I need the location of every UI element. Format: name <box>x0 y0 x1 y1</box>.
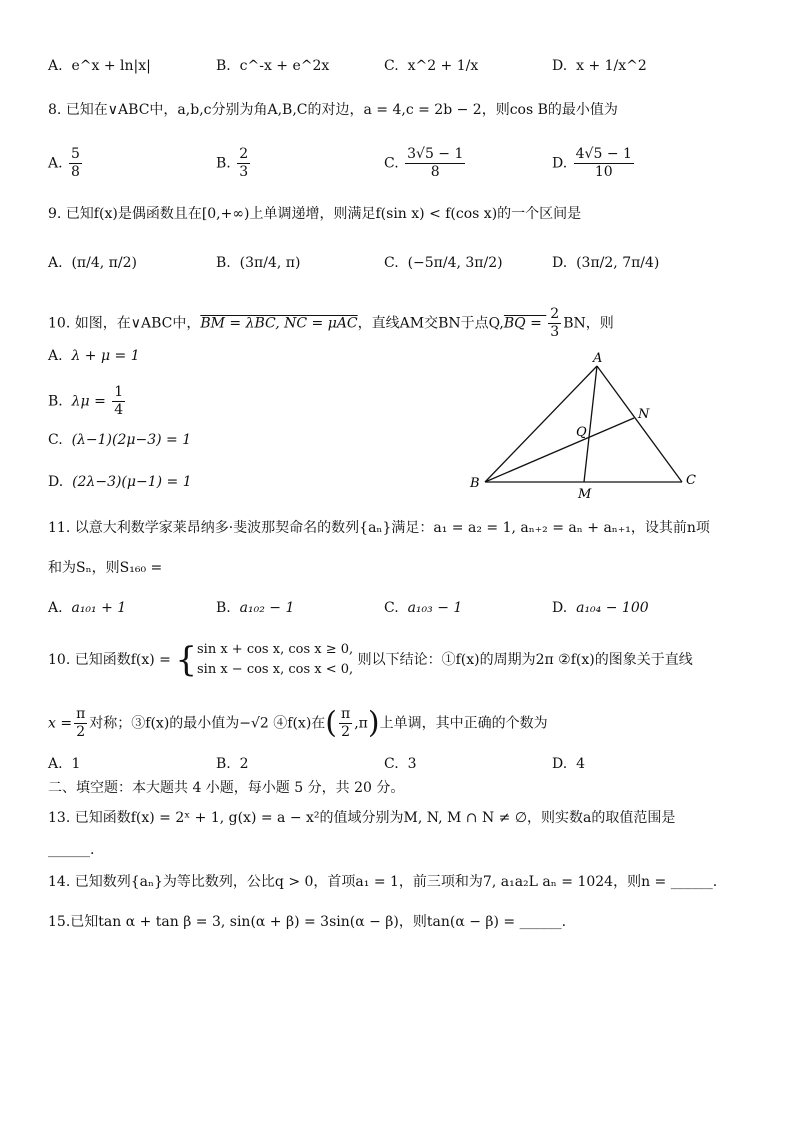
q11-option-d: D. a₁₀₄ − 100 <box>552 600 649 616</box>
q9-option-b: B. (3π/4, π) <box>216 255 301 271</box>
q7-option-c-expr: x^2 + 1/x <box>407 58 479 74</box>
line-bn <box>485 418 634 482</box>
line-am <box>584 366 597 482</box>
q11-option-a: A. a₁₀₁ + 1 <box>48 600 127 616</box>
label-m: M <box>578 487 592 502</box>
q8-stem: 8. 已知在∨ABC中，a,b,c分别为角A,B,C的对边，a = 4,c = 2b − 2，则cos B的最小值为 <box>48 102 618 118</box>
q8-option-a: A. $\frac{5}{8}$ <box>48 146 80 180</box>
q14-stem: 14. 已知数列{aₙ}为等比数列，公比q > 0，首项a₁ = 1，前三项和为7, a₁a₂L aₙ = 1024，则n = ______. <box>48 874 718 890</box>
q12-option-a: A. 1 <box>48 756 81 772</box>
q11-stem-line1: 11. 以意大利数学家莱昂纳多·斐波那契命名的数列{aₙ}满足：a₁ = a₂ = 1, aₙ₊₂ = aₙ + aₙ₊₁，设其前n项 <box>48 520 710 536</box>
q13-stem: 13. 已知函数f(x) = 2ˣ + 1, g(x) = a − x²的值域分别为M, N, M ∩ N ≠ ∅，则实数a的取值范围是 <box>48 810 676 826</box>
q12-stem-line2: x = $\frac{\pi}{2}$ 对称；③f(x)的最小值为−√2 ④f(x)在( $\frac{\pi}{2}$ ,π)上单调，其中正确的个数为 <box>48 705 548 741</box>
q10-option-a: A. λ + μ = 1 <box>48 348 140 364</box>
q7-option-b-expr: c^-x + e^2x <box>239 58 330 74</box>
q9-option-c: C. (−5π/4, 3π/2) <box>384 255 503 271</box>
label-n: N <box>638 407 650 422</box>
label-b: B <box>470 476 480 491</box>
q7-option-d-expr: x + 1/x^2 <box>576 58 647 74</box>
q11-option-c: C. a₁₀₃ − 1 <box>384 600 463 616</box>
q13-blank: ______. <box>48 842 95 858</box>
q15-stem: 15.已知tan α + tan β = 3, sin(α + β) = 3sin(α − β)，则tan(α − β) = ______. <box>48 914 567 930</box>
q11-stem-line2: 和为Sₙ，则S₁₆₀ = <box>48 560 163 576</box>
q7-option-b: B. c^-x + e^2x <box>216 58 330 74</box>
q12-stem-line1: 10. 已知函数f(x) = {sin x + cos x, cos x ≥ 0, sin x − cos x, cos x < 0, 则以下结论：①f(x)的周期为2π ②f(x)的图象关于直线 <box>48 640 693 680</box>
q7-option-a: A. e^x + ln|x| <box>48 58 151 74</box>
side-ab <box>485 366 597 482</box>
q9-option-a: A. (π/4, π/2) <box>48 255 137 271</box>
triangle-figure <box>460 352 710 502</box>
q10-option-c: C. (λ−1)(2μ−3) = 1 <box>48 432 192 448</box>
label-a: A <box>593 352 603 366</box>
section2-heading: 二、填空题：本大题共 4 小题，每小题 5 分，共 20 分。 <box>48 780 405 796</box>
q7-option-d: D. x + 1/x^2 <box>552 58 647 74</box>
side-ac <box>597 366 682 482</box>
q7-option-a-expr: e^x + ln|x| <box>71 58 151 74</box>
q9-stem: 9. 已知f(x)是偶函数且在[0,+∞)上单调递增，则满足f(sin x) < f(cos x)的一个区间是 <box>48 206 582 222</box>
q11-option-b: B. a₁₀₂ − 1 <box>216 600 295 616</box>
q12-option-c: C. 3 <box>384 756 417 772</box>
label-q: Q <box>576 425 587 440</box>
q10-option-d: D. (2λ−3)(μ−1) = 1 <box>48 474 192 490</box>
q10-stem: 10. 如图，在∨ABC中，BM = λBC, NC = μAC，直线AM交BN于点Q,BQ = $\frac{2}{3}$ BN，则 <box>48 306 614 340</box>
q8-option-c: C. $\frac{3√5 - 1}{8}$ <box>384 146 464 180</box>
q10-option-b: B. λμ = $\frac{1}{4}$ <box>48 384 124 418</box>
q12-option-d: D. 4 <box>552 756 586 772</box>
q8-option-b: B. $\frac{2}{3}$ <box>216 146 249 180</box>
q9-option-d: D. (3π/2, 7π/4) <box>552 255 660 271</box>
q7-option-c: C. x^2 + 1/x <box>384 58 479 74</box>
label-c: C <box>686 473 696 488</box>
q8-option-d: D. $\frac{4√5 - 1}{10}$ <box>552 146 632 180</box>
q12-option-b: B. 2 <box>216 756 249 772</box>
